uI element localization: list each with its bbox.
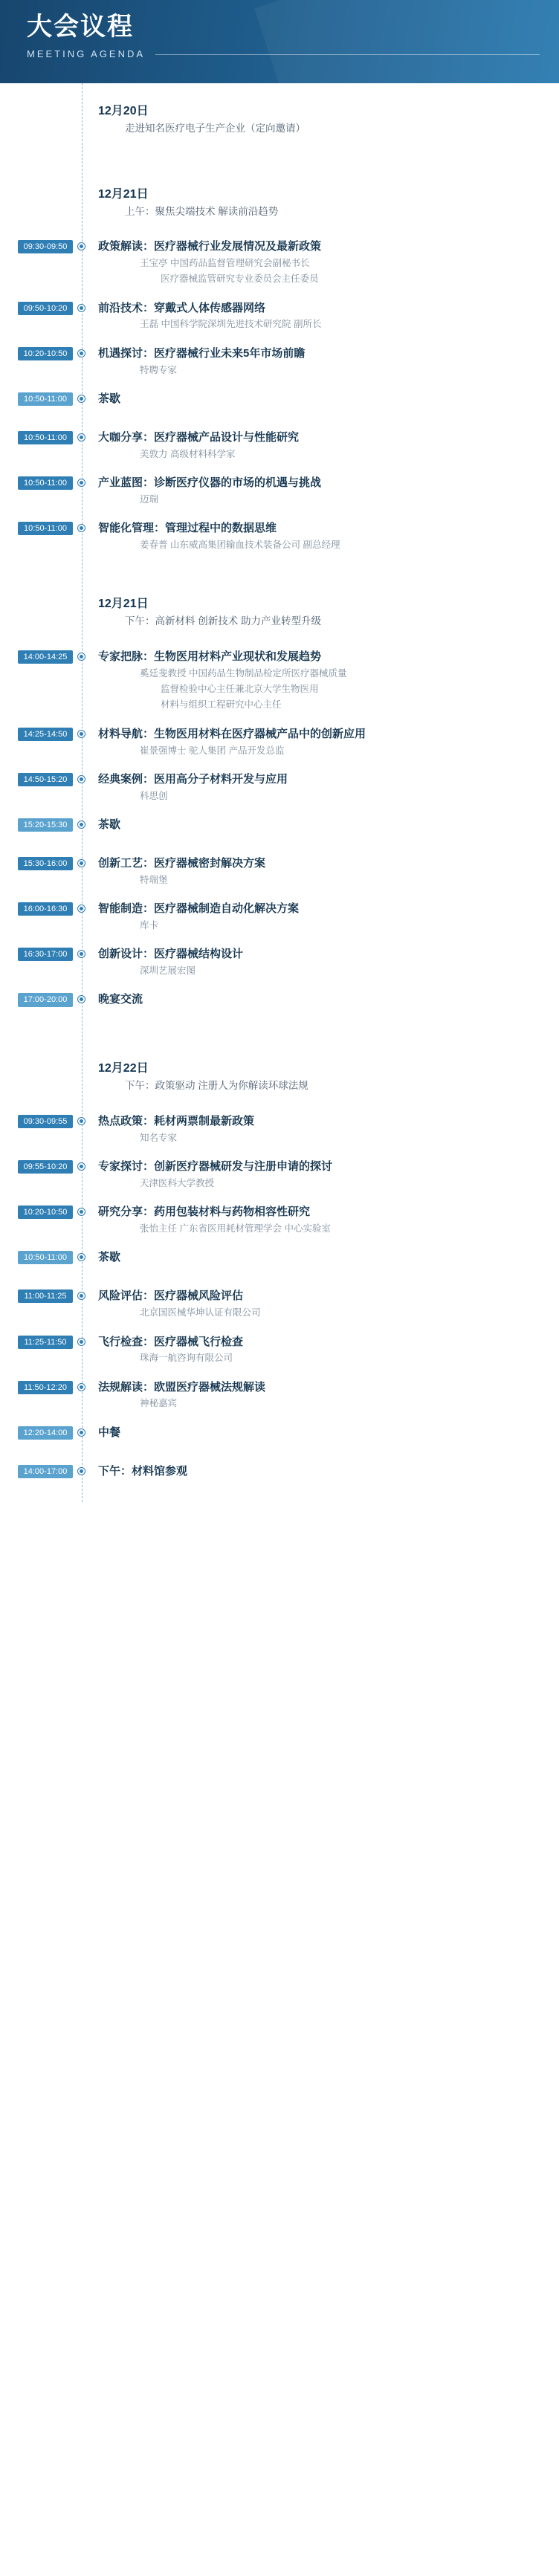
session-speaker: 王磊 中国科学院深圳先进技术研究院 副所长 xyxy=(140,319,322,330)
session-speaker: 材料与组织工程研究中心主任 xyxy=(161,699,282,711)
session-title: 下午：材料馆参观 xyxy=(98,1464,188,1478)
session-time-badge: 14:00-14:25 xyxy=(18,650,73,664)
timeline-dot-icon xyxy=(78,951,85,957)
agenda-date-subtitle: 下午：政策驱动 注册人为你解读环球法规 xyxy=(125,1080,308,1092)
session-speaker: 知名专家 xyxy=(140,1132,178,1143)
session-time-badge: 14:00-17:00 xyxy=(18,1465,73,1478)
agenda-break-row[interactable] xyxy=(23,1463,541,1489)
header-subtitle-row xyxy=(27,48,559,59)
session-time-badge: 15:20-15:30 xyxy=(18,818,73,832)
session-time-badge: 15:30-16:00 xyxy=(18,857,73,870)
row-gap xyxy=(82,842,541,855)
agenda-date: 12月22日 xyxy=(98,1062,149,1075)
timeline-dot-icon xyxy=(78,1254,85,1261)
section-gap xyxy=(82,137,541,156)
timeline-dot-icon xyxy=(78,1384,85,1391)
timeline-dot-icon xyxy=(78,996,85,1003)
session-time-badge: 10:20-10:50 xyxy=(18,1206,73,1219)
agenda-session-row[interactable] xyxy=(23,1204,541,1236)
row-gap xyxy=(82,1017,541,1030)
timeline-dot-icon xyxy=(78,1208,85,1215)
agenda-session-row[interactable] xyxy=(23,649,541,713)
timeline-dot-icon xyxy=(78,776,85,783)
agenda-session-row[interactable] xyxy=(24,520,541,552)
session-title: 产业蓝图：诊断医疗仪器的市场的机遇与挑战 xyxy=(98,476,322,490)
row-gap xyxy=(82,378,541,391)
agenda-date: 12月21日 xyxy=(98,187,149,201)
session-time-badge: 11:00-11:25 xyxy=(18,1289,73,1303)
session-speaker: 王宝亭 中国药品监督管理研究会副秘书长 xyxy=(140,257,310,268)
session-time-badge: 10:50-11:00 xyxy=(18,392,73,406)
session-speaker: 崔景强博士 驼人集团 产品开发总监 xyxy=(140,745,285,756)
timeline-dot-icon xyxy=(78,821,85,828)
session-title: 智能化管理：管理过程中的数据思维 xyxy=(98,522,277,535)
session-time-badge: 09:30-09:55 xyxy=(18,1115,73,1128)
row-gap xyxy=(82,1450,541,1463)
session-title: 大咖分享：医疗器械产品设计与性能研究 xyxy=(98,430,300,444)
session-time-badge: 09:30-09:50 xyxy=(18,240,73,253)
timeline-dot-icon xyxy=(78,305,85,311)
agenda-session-row[interactable] xyxy=(23,771,541,803)
agenda-session-row[interactable] xyxy=(23,855,541,887)
row-gap xyxy=(82,1411,541,1425)
session-speaker: 北京国医械华坤认证有限公司 xyxy=(140,1307,261,1318)
row-gap xyxy=(82,1321,541,1334)
agenda-break-row[interactable] xyxy=(23,991,541,1017)
session-title: 法规解读：欧盟医疗器械法规解读 xyxy=(98,1380,266,1394)
section-gap xyxy=(82,566,541,595)
page-title: 大会议程 xyxy=(27,13,134,41)
timeline-dot-icon xyxy=(78,1429,85,1436)
session-speaker: 特聘专家 xyxy=(140,364,178,375)
session-speaker: 库卡 xyxy=(140,919,159,931)
session-time-badge: 10:50-11:00 xyxy=(18,431,73,444)
session-title: 前沿技术：穿戴式人体传感器网络 xyxy=(98,301,266,314)
agenda-session-row[interactable] xyxy=(23,239,541,287)
session-title: 茶歇 xyxy=(98,392,121,405)
header-divider xyxy=(155,54,540,55)
session-time-badge: 11:50-12:20 xyxy=(18,1381,73,1394)
timeline-dot-icon xyxy=(78,525,85,531)
agenda-session-row[interactable] xyxy=(23,901,541,933)
session-speaker: 珠海一航咨询有限公司 xyxy=(140,1353,233,1364)
session-speaker: 特瑞堡 xyxy=(140,874,168,885)
session-title: 专家把脉：生物医用材料产业现状和发展趋势 xyxy=(98,650,322,663)
agenda-date: 12月20日 xyxy=(98,105,149,117)
page-header xyxy=(0,0,559,83)
section-gap xyxy=(82,1094,541,1113)
session-title: 研究分享：药用包装材料与药物相容性研究 xyxy=(98,1206,311,1219)
session-title: 晚宴交流 xyxy=(98,993,143,1006)
agenda-session-row[interactable] xyxy=(23,1113,541,1145)
timeline-dot-icon xyxy=(78,434,85,441)
agenda-session-row[interactable] xyxy=(24,1379,541,1411)
session-time-badge: 10:50-11:00 xyxy=(18,522,73,535)
row-gap xyxy=(82,287,541,300)
row-gap xyxy=(82,1489,541,1502)
row-gap xyxy=(82,1366,541,1379)
session-time-badge: 14:25-14:50 xyxy=(18,728,73,741)
agenda-session-row[interactable] xyxy=(23,346,541,378)
row-gap xyxy=(82,933,541,946)
row-gap xyxy=(82,332,541,346)
session-time-badge: 10:50-11:00 xyxy=(18,476,73,490)
agenda-date: 12月21日 xyxy=(98,598,149,611)
row-gap xyxy=(82,978,541,991)
agenda-session-row[interactable] xyxy=(23,726,541,758)
agenda-break-row[interactable] xyxy=(23,1425,541,1450)
agenda-body xyxy=(0,83,559,1502)
timeline-dot-icon xyxy=(78,1339,85,1345)
timeline-dot-icon xyxy=(78,479,85,486)
timeline-dot-icon xyxy=(78,1118,85,1124)
row-gap xyxy=(82,1145,541,1159)
section-gap xyxy=(82,83,541,103)
session-title: 创新设计：医疗器械结构设计 xyxy=(98,948,244,961)
session-title: 创新工艺：医疗器械密封解决方案 xyxy=(98,857,266,870)
agenda-date-subtitle: 走进知名医疗电子生产企业（定向邀请） xyxy=(125,123,306,134)
timeline-dot-icon xyxy=(78,1468,85,1475)
timeline-dot-icon xyxy=(78,653,85,660)
agenda-timeline xyxy=(18,83,541,1502)
session-time-badge: 09:50-10:20 xyxy=(18,302,73,315)
session-speaker: 迈瑞 xyxy=(140,493,159,505)
session-time-badge: 11:25-11:50 xyxy=(18,1336,73,1349)
timeline-dot-icon xyxy=(78,860,85,867)
agenda-break-row[interactable] xyxy=(24,391,541,416)
section-gap xyxy=(82,156,541,186)
agenda-date-subtitle: 下午：高新材料 创新技术 助力产业转型升级 xyxy=(125,615,322,627)
row-gap xyxy=(82,887,541,901)
session-speaker: 奚廷斐教授 中国药品生物制品检定所医疗器械质量 xyxy=(140,667,347,679)
row-gap xyxy=(82,713,541,726)
session-time-badge: 09:55-10:20 xyxy=(18,1160,73,1174)
section-gap xyxy=(82,219,541,239)
row-gap xyxy=(82,803,541,817)
section-gap xyxy=(82,630,541,649)
row-gap xyxy=(82,416,541,430)
header-inner xyxy=(0,0,559,59)
agenda-date-group xyxy=(82,1060,541,1094)
agenda-session-row[interactable] xyxy=(23,300,541,332)
session-title: 政策解读：医疗器械行业发展情况及最新政策 xyxy=(98,240,322,253)
row-gap xyxy=(82,1236,541,1249)
agenda-date-subtitle: 上午：聚焦尖端技术 解读前沿趋势 xyxy=(125,205,279,217)
agenda-break-row[interactable] xyxy=(24,1249,541,1275)
session-time-badge: 10:50-11:00 xyxy=(18,1251,73,1264)
row-gap xyxy=(82,1275,541,1288)
timeline-dot-icon xyxy=(78,243,85,250)
session-speaker: 监督检验中心主任兼北京大学生物医用 xyxy=(161,684,319,695)
session-speaker: 张怡主任 广东省医用耗材管理学会 中心实验室 xyxy=(140,1223,331,1234)
session-speaker: 天津医科大学教授 xyxy=(140,1177,215,1188)
timeline-dot-icon xyxy=(78,1292,85,1299)
session-title: 飞行检查：医疗器械飞行检查 xyxy=(98,1335,244,1348)
session-speaker: 神秘嘉宾 xyxy=(140,1398,178,1409)
page-subtitle: MEETING AGENDA xyxy=(27,48,146,60)
session-time-badge: 17:00-20:00 xyxy=(18,993,73,1006)
session-title: 智能制造：医疗器械制造自动化解决方案 xyxy=(98,902,300,916)
row-gap xyxy=(82,507,541,520)
timeline-dot-icon xyxy=(78,731,85,737)
agenda-session-row[interactable] xyxy=(24,1288,541,1320)
row-gap xyxy=(82,1191,541,1204)
timeline-dot-icon xyxy=(78,395,85,402)
session-title: 热点政策：耗材两票制最新政策 xyxy=(98,1115,255,1127)
session-time-badge: 14:50-15:20 xyxy=(18,773,73,786)
session-title: 茶歇 xyxy=(98,1251,121,1264)
row-gap xyxy=(82,462,541,475)
timeline-dot-icon xyxy=(78,350,85,357)
session-title: 风险评估：医疗器械风险评估 xyxy=(98,1289,244,1303)
agenda-date-group xyxy=(82,595,541,630)
agenda-session-row[interactable] xyxy=(24,475,541,507)
session-time-badge: 16:00-16:30 xyxy=(18,902,73,916)
session-speaker: 科思创 xyxy=(140,790,168,801)
timeline-dot-icon xyxy=(78,1163,85,1170)
session-title: 中餐 xyxy=(98,1425,121,1439)
agenda-date-group xyxy=(82,186,541,220)
agenda-session-row[interactable] xyxy=(23,946,541,978)
agenda-session-row[interactable] xyxy=(23,1159,541,1191)
session-speaker: 美敦力 高级材料科学家 xyxy=(140,448,236,459)
session-title: 材料导航：生物医用材料在医疗器械产品中的创新应用 xyxy=(98,727,366,740)
agenda-rows xyxy=(23,83,541,1502)
session-title: 经典案例：医用高分子材料开发与应用 xyxy=(98,772,288,786)
agenda-break-row[interactable] xyxy=(23,817,541,842)
session-time-badge: 16:30-17:00 xyxy=(18,948,73,961)
agenda-session-row[interactable] xyxy=(24,1334,541,1366)
session-title: 专家探讨：创新医疗器械研发与注册申请的探讨 xyxy=(98,1160,333,1174)
session-time-badge: 12:20-14:00 xyxy=(18,1426,73,1440)
timeline-dot-icon xyxy=(78,905,85,912)
session-title: 茶歇 xyxy=(98,818,121,832)
session-speaker: 医疗器械监管研究专业委员会主任委员 xyxy=(161,274,319,285)
agenda-session-row[interactable] xyxy=(24,430,541,462)
row-gap xyxy=(82,552,541,566)
agenda-date-group xyxy=(82,103,541,137)
session-title: 机遇探讨：医疗器械行业未来5年市场前瞻 xyxy=(98,346,306,360)
row-gap xyxy=(82,758,541,771)
session-speaker: 姜春普 山东威高集团输血技术装备公司 副总经理 xyxy=(140,539,340,550)
session-speaker: 深圳艺展宏图 xyxy=(140,965,196,977)
section-gap xyxy=(82,1030,541,1060)
session-time-badge: 10:20-10:50 xyxy=(18,347,73,360)
